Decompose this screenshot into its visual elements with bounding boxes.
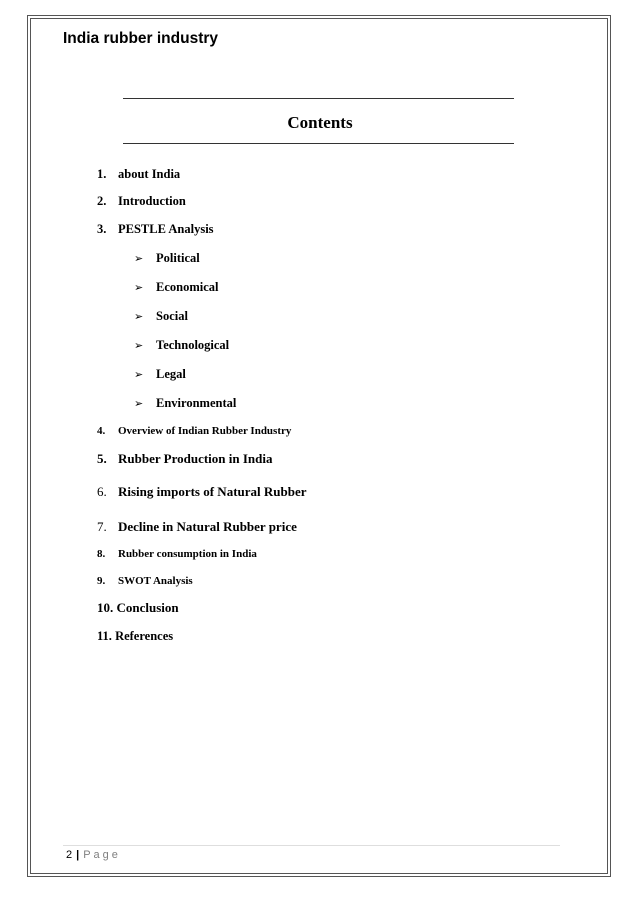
toc-item (97, 167, 180, 182)
toc-item-label: Conclusion (116, 600, 179, 615)
toc-item (97, 548, 257, 560)
page-border-inner (30, 18, 608, 874)
toc-item-label: Rubber Production in India (118, 451, 273, 466)
toc-item-label: References (115, 629, 174, 643)
toc-item-number: 4. (97, 425, 106, 437)
toc-item-number: 7. (97, 519, 107, 534)
contents-title: Contents (287, 113, 353, 132)
toc-sub-item-label: Technological (156, 338, 230, 352)
toc-item-label: Rising imports of Natural Rubber (118, 484, 307, 499)
toc-sub-item (134, 367, 186, 382)
toc-item-label: PESTLE Analysis (118, 222, 214, 236)
toc-item (97, 600, 179, 616)
toc-sub-item (134, 251, 200, 266)
page-label: Page (83, 849, 121, 861)
toc-sub-item (134, 338, 229, 353)
toc-item (97, 629, 173, 644)
toc-item-number: 8. (97, 548, 106, 560)
toc-item-label: SWOT Analysis (118, 575, 193, 587)
toc-item (97, 575, 193, 587)
toc-sub-item (134, 396, 236, 411)
contents-bottom-rule (123, 143, 514, 144)
toc-sub-item-label: Legal (156, 367, 186, 381)
toc-item-number: 11. (97, 629, 112, 643)
arrow-bullet-icon: ➢ (134, 397, 144, 410)
arrow-bullet-icon: ➢ (134, 281, 144, 294)
page-footer (66, 849, 121, 861)
header-title: India rubber industry (63, 30, 219, 47)
toc-item-number: 10. (97, 600, 114, 615)
toc-sub-item (134, 309, 188, 324)
toc-sub-item-label: Social (156, 309, 188, 323)
toc-item-label: about India (118, 167, 181, 181)
toc-item-number: 1. (97, 167, 107, 181)
toc-item-number: 6. (97, 484, 107, 499)
toc-item-number: 3. (97, 222, 107, 236)
toc-item (97, 222, 214, 237)
toc-item-label: Rubber consumption in India (118, 548, 257, 560)
toc-item (97, 194, 186, 209)
toc-item-label: Introduction (118, 194, 186, 208)
toc-sub-item-label: Environmental (156, 396, 237, 410)
toc-sub-item-label: Economical (156, 280, 219, 294)
arrow-bullet-icon: ➢ (134, 339, 144, 352)
toc-item (97, 519, 297, 535)
toc-item (97, 425, 291, 437)
toc-item-label: Overview of Indian Rubber Industry (118, 425, 292, 437)
toc-item-number: 9. (97, 575, 106, 587)
arrow-bullet-icon: ➢ (134, 252, 144, 265)
toc-item (97, 451, 272, 467)
toc-item-number: 5. (97, 451, 107, 466)
toc-sub-item (134, 280, 219, 295)
toc-item-label: Decline in Natural Rubber price (118, 519, 297, 534)
footer-rule (63, 845, 560, 846)
toc-item-number: 2. (97, 194, 107, 208)
footer-separator: | (76, 849, 80, 861)
page-number: 2 (66, 849, 73, 861)
toc-sub-item-label: Political (156, 251, 200, 265)
arrow-bullet-icon: ➢ (134, 368, 144, 381)
toc-item (97, 484, 307, 500)
arrow-bullet-icon: ➢ (134, 310, 144, 323)
contents-top-rule (123, 98, 514, 99)
